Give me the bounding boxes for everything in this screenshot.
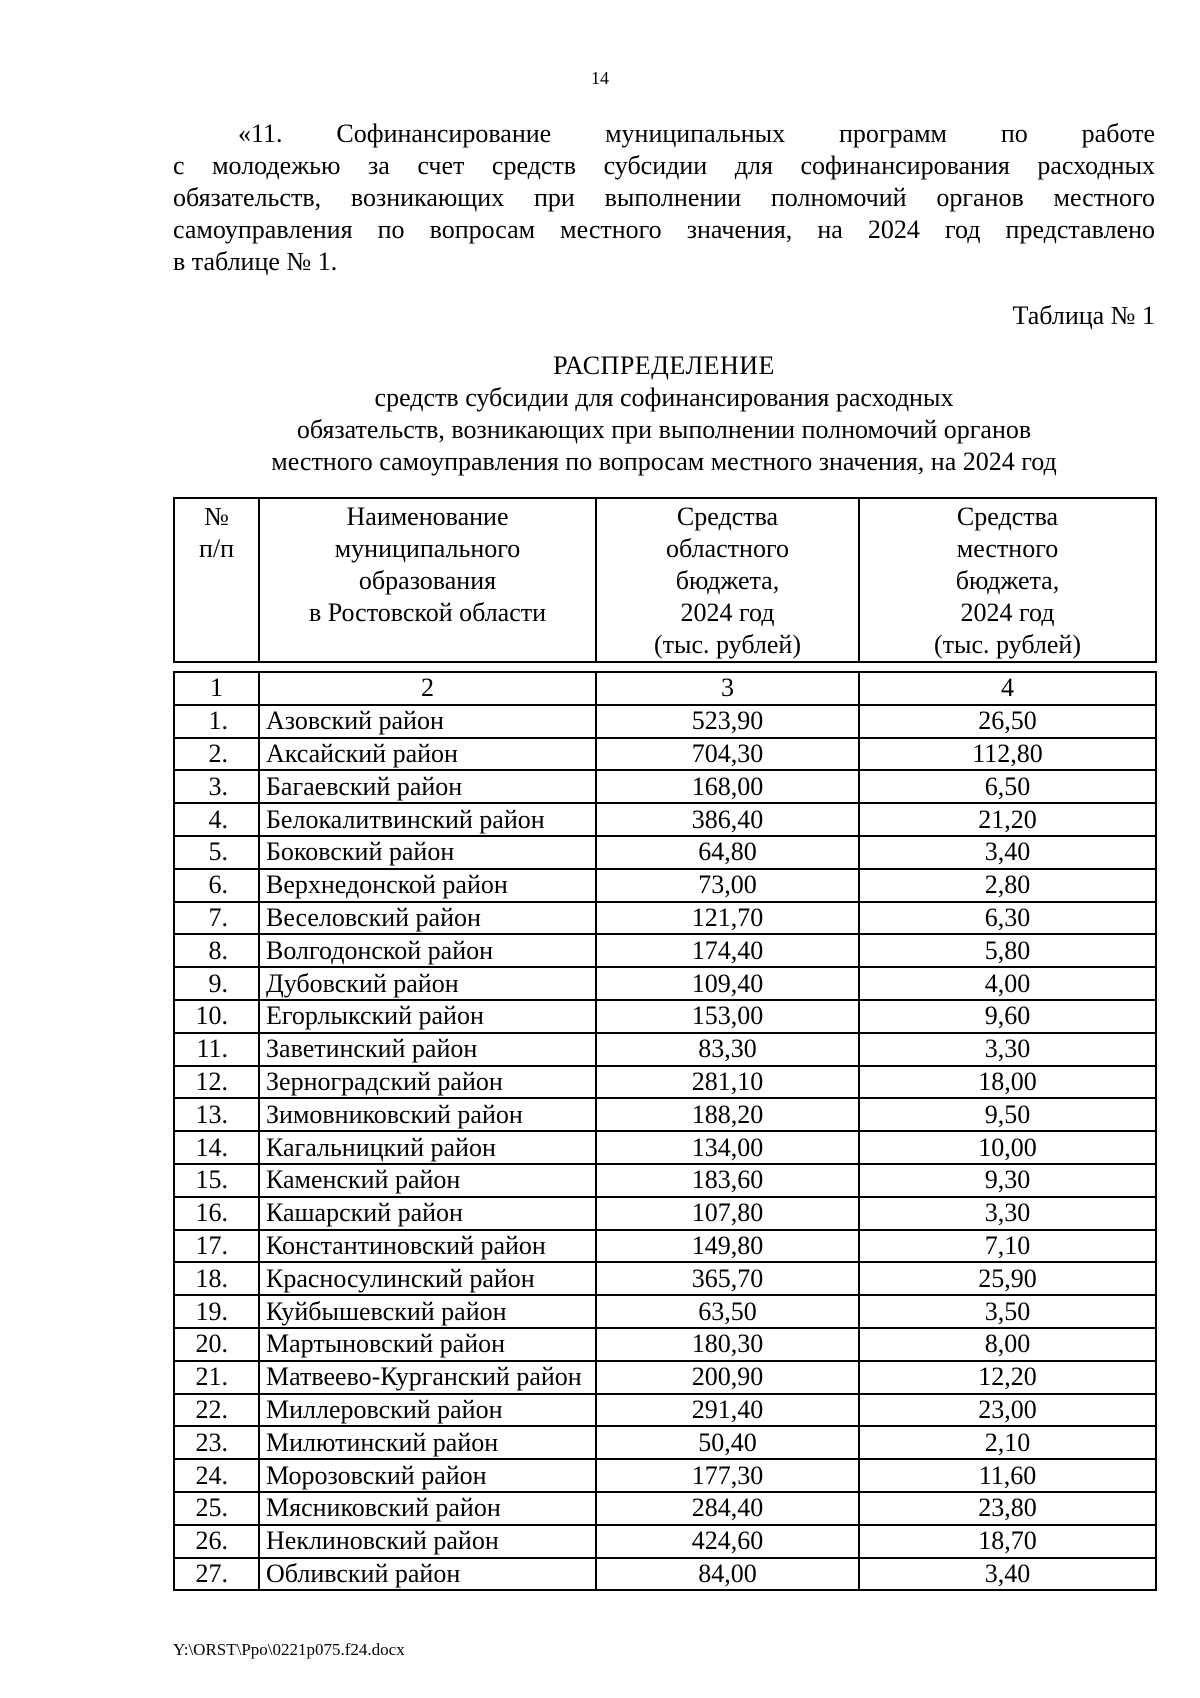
row-number: 21.: [174, 1361, 259, 1394]
table-row: [174, 1131, 1156, 1164]
column-number: 4: [859, 672, 1156, 705]
municipality-name: Кагальницкий район: [259, 1131, 596, 1164]
municipality-name: Зимовниковский район: [259, 1098, 596, 1131]
municipality-name: Егорлыкский район: [259, 1000, 596, 1033]
row-number: 7.: [174, 902, 259, 935]
row-number: 5.: [174, 836, 259, 869]
regional-budget-value: 291,40: [596, 1394, 859, 1427]
local-budget-value: 6,50: [859, 770, 1156, 803]
row-number: 1.: [174, 705, 259, 738]
municipality-name: Волгодонской район: [259, 934, 596, 967]
column-number: 3: [596, 672, 859, 705]
regional-budget-value: 281,10: [596, 1066, 859, 1099]
table-row: [174, 1525, 1156, 1558]
table-row: [174, 770, 1156, 803]
row-number: 22.: [174, 1394, 259, 1427]
intro-line: самоуправления по вопросам местного значения, на 2024 год представлено: [173, 215, 1155, 244]
table-label: Таблица № 1: [1012, 301, 1155, 330]
municipality-name: Дубовский район: [259, 967, 596, 1000]
row-number: 4.: [174, 803, 259, 836]
header-number: № п/п: [174, 498, 259, 662]
local-budget-value: 2,80: [859, 869, 1156, 902]
local-budget-value: 2,10: [859, 1426, 1156, 1459]
regional-budget-value: 107,80: [596, 1197, 859, 1230]
table-row: [174, 967, 1156, 1000]
regional-budget-value: 704,30: [596, 738, 859, 771]
table-row: [174, 1164, 1156, 1197]
local-budget-value: 9,30: [859, 1164, 1156, 1197]
table-row: [174, 1328, 1156, 1361]
local-budget-value: 12,20: [859, 1361, 1156, 1394]
municipality-name: Мартыновский район: [259, 1328, 596, 1361]
local-budget-value: 11,60: [859, 1459, 1156, 1492]
intro-line: с молодежью за счет средств субсидии для софинансирования расходных: [173, 151, 1155, 180]
header-regional-budget: Средства областного бюджета, 2024 год (тыс. рублей): [596, 498, 859, 662]
table-row: [174, 869, 1156, 902]
regional-budget-value: 149,80: [596, 1230, 859, 1263]
local-budget-value: 10,00: [859, 1131, 1156, 1164]
regional-budget-value: 365,70: [596, 1262, 859, 1295]
regional-budget-value: 63,50: [596, 1295, 859, 1328]
regional-budget-value: 183,60: [596, 1164, 859, 1197]
local-budget-value: 21,20: [859, 803, 1156, 836]
municipality-name: Заветинский район: [259, 1033, 596, 1066]
row-number: 8.: [174, 934, 259, 967]
table-row: [174, 836, 1156, 869]
footer-file-path: Y:\ORST\Ppo\0221p075.f24.docx: [173, 1640, 405, 1659]
row-number: 27.: [174, 1558, 259, 1591]
row-number: 25.: [174, 1492, 259, 1525]
local-budget-value: 5,80: [859, 934, 1156, 967]
table-header: [173, 497, 1157, 663]
municipality-name: Обливский район: [259, 1558, 596, 1591]
municipality-name: Красносулинский район: [259, 1262, 596, 1295]
row-number: 11.: [174, 1033, 259, 1066]
row-number: 13.: [174, 1098, 259, 1131]
row-number: 18.: [174, 1262, 259, 1295]
table-row: [174, 738, 1156, 771]
title-heading: РАСПРЕДЕЛЕНИЕ: [553, 351, 775, 380]
municipality-name: Верхнедонской район: [259, 869, 596, 902]
table-row: [174, 803, 1156, 836]
column-number-row: [174, 672, 1156, 705]
row-number: 19.: [174, 1295, 259, 1328]
regional-budget-value: 177,30: [596, 1459, 859, 1492]
table-row: [174, 1066, 1156, 1099]
title-line: обязательств, возникающих при выполнении полномочий органов: [296, 415, 1032, 444]
table-row: [174, 1197, 1156, 1230]
local-budget-value: 18,70: [859, 1525, 1156, 1558]
municipality-name: Багаевский район: [259, 770, 596, 803]
local-budget-value: 18,00: [859, 1066, 1156, 1099]
row-number: 17.: [174, 1230, 259, 1263]
column-number: 1: [174, 672, 259, 705]
row-number: 26.: [174, 1525, 259, 1558]
row-number: 9.: [174, 967, 259, 1000]
local-budget-value: 3,40: [859, 1558, 1156, 1591]
municipality-name: Матвеево-Курганский район: [259, 1361, 596, 1394]
municipality-name: Веселовский район: [259, 902, 596, 935]
row-number: 3.: [174, 770, 259, 803]
table-row: [174, 1295, 1156, 1328]
regional-budget-value: 64,80: [596, 836, 859, 869]
intro-paragraph: [173, 118, 1155, 278]
regional-budget-value: 523,90: [596, 705, 859, 738]
column-number: 2: [259, 672, 596, 705]
local-budget-value: 25,90: [859, 1262, 1156, 1295]
regional-budget-value: 188,20: [596, 1098, 859, 1131]
regional-budget-value: 174,40: [596, 934, 859, 967]
intro-line: в таблице № 1.: [173, 247, 338, 276]
title-line: средств субсидии для софинансирования расходных: [374, 383, 954, 412]
page-number: 14: [591, 68, 609, 88]
row-number: 23.: [174, 1426, 259, 1459]
local-budget-value: 7,10: [859, 1230, 1156, 1263]
table-row: [174, 934, 1156, 967]
local-budget-value: 112,80: [859, 738, 1156, 771]
local-budget-value: 23,80: [859, 1492, 1156, 1525]
table-row: [174, 1558, 1156, 1591]
row-number: 16.: [174, 1197, 259, 1230]
regional-budget-value: 180,30: [596, 1328, 859, 1361]
header-local-budget: Средства местного бюджета, 2024 год (тыс. рублей): [859, 498, 1156, 662]
title-line: местного самоуправления по вопросам местного значения, на 2024 год: [271, 447, 1057, 476]
municipality-name: Белокалитвинский район: [259, 803, 596, 836]
municipality-name: Аксайский район: [259, 738, 596, 771]
regional-budget-value: 386,40: [596, 803, 859, 836]
table-row: [174, 1033, 1156, 1066]
row-number: 24.: [174, 1459, 259, 1492]
municipality-name: Боковский район: [259, 836, 596, 869]
table-title: [173, 350, 1155, 478]
regional-budget-value: 109,40: [596, 967, 859, 1000]
municipality-name: Миллеровский район: [259, 1394, 596, 1427]
local-budget-value: 9,60: [859, 1000, 1156, 1033]
municipality-name: Зерноградский район: [259, 1066, 596, 1099]
municipality-name: Каменский район: [259, 1164, 596, 1197]
table-row: [174, 1492, 1156, 1525]
table-row: [174, 902, 1156, 935]
header-municipality: Наименование муниципального образования в Ростовской области: [259, 498, 596, 662]
intro-line: обязательств, возникающих при выполнении полномочий органов местного: [173, 183, 1155, 212]
municipality-name: Мясниковский район: [259, 1492, 596, 1525]
table-row: [174, 1394, 1156, 1427]
regional-budget-value: 73,00: [596, 869, 859, 902]
municipality-name: Куйбышевский район: [259, 1295, 596, 1328]
municipality-name: Константиновский район: [259, 1230, 596, 1263]
regional-budget-value: 168,00: [596, 770, 859, 803]
local-budget-value: 9,50: [859, 1098, 1156, 1131]
local-budget-value: 26,50: [859, 705, 1156, 738]
regional-budget-value: 200,90: [596, 1361, 859, 1394]
table-row: [174, 1459, 1156, 1492]
row-number: 6.: [174, 869, 259, 902]
table-row: [174, 1000, 1156, 1033]
row-number: 20.: [174, 1328, 259, 1361]
local-budget-value: 3,30: [859, 1197, 1156, 1230]
municipality-name: Милютинский район: [259, 1426, 596, 1459]
table-row: [174, 1426, 1156, 1459]
row-number: 12.: [174, 1066, 259, 1099]
regional-budget-value: 284,40: [596, 1492, 859, 1525]
municipality-name: Морозовский район: [259, 1459, 596, 1492]
local-budget-value: 3,30: [859, 1033, 1156, 1066]
local-budget-value: 3,40: [859, 836, 1156, 869]
table-row: [174, 1098, 1156, 1131]
local-budget-value: 6,30: [859, 902, 1156, 935]
municipality-name: Азовский район: [259, 705, 596, 738]
data-table: [173, 671, 1157, 1591]
row-number: 10.: [174, 1000, 259, 1033]
row-number: 15.: [174, 1164, 259, 1197]
regional-budget-value: 121,70: [596, 902, 859, 935]
table-row: [174, 705, 1156, 738]
local-budget-value: 3,50: [859, 1295, 1156, 1328]
table-row: [174, 1361, 1156, 1394]
regional-budget-value: 50,40: [596, 1426, 859, 1459]
regional-budget-value: 134,00: [596, 1131, 859, 1164]
regional-budget-value: 153,00: [596, 1000, 859, 1033]
regional-budget-value: 424,60: [596, 1525, 859, 1558]
local-budget-value: 8,00: [859, 1328, 1156, 1361]
local-budget-value: 4,00: [859, 967, 1156, 1000]
local-budget-value: 23,00: [859, 1394, 1156, 1427]
municipality-name: Кашарский район: [259, 1197, 596, 1230]
regional-budget-value: 83,30: [596, 1033, 859, 1066]
table-row: [174, 1262, 1156, 1295]
row-number: 14.: [174, 1131, 259, 1164]
table-row: [174, 1230, 1156, 1263]
intro-line: «11. Софинансирование муниципальных программ по работе: [238, 119, 1155, 148]
municipality-name: Неклиновский район: [259, 1525, 596, 1558]
row-number: 2.: [174, 738, 259, 771]
regional-budget-value: 84,00: [596, 1558, 859, 1591]
